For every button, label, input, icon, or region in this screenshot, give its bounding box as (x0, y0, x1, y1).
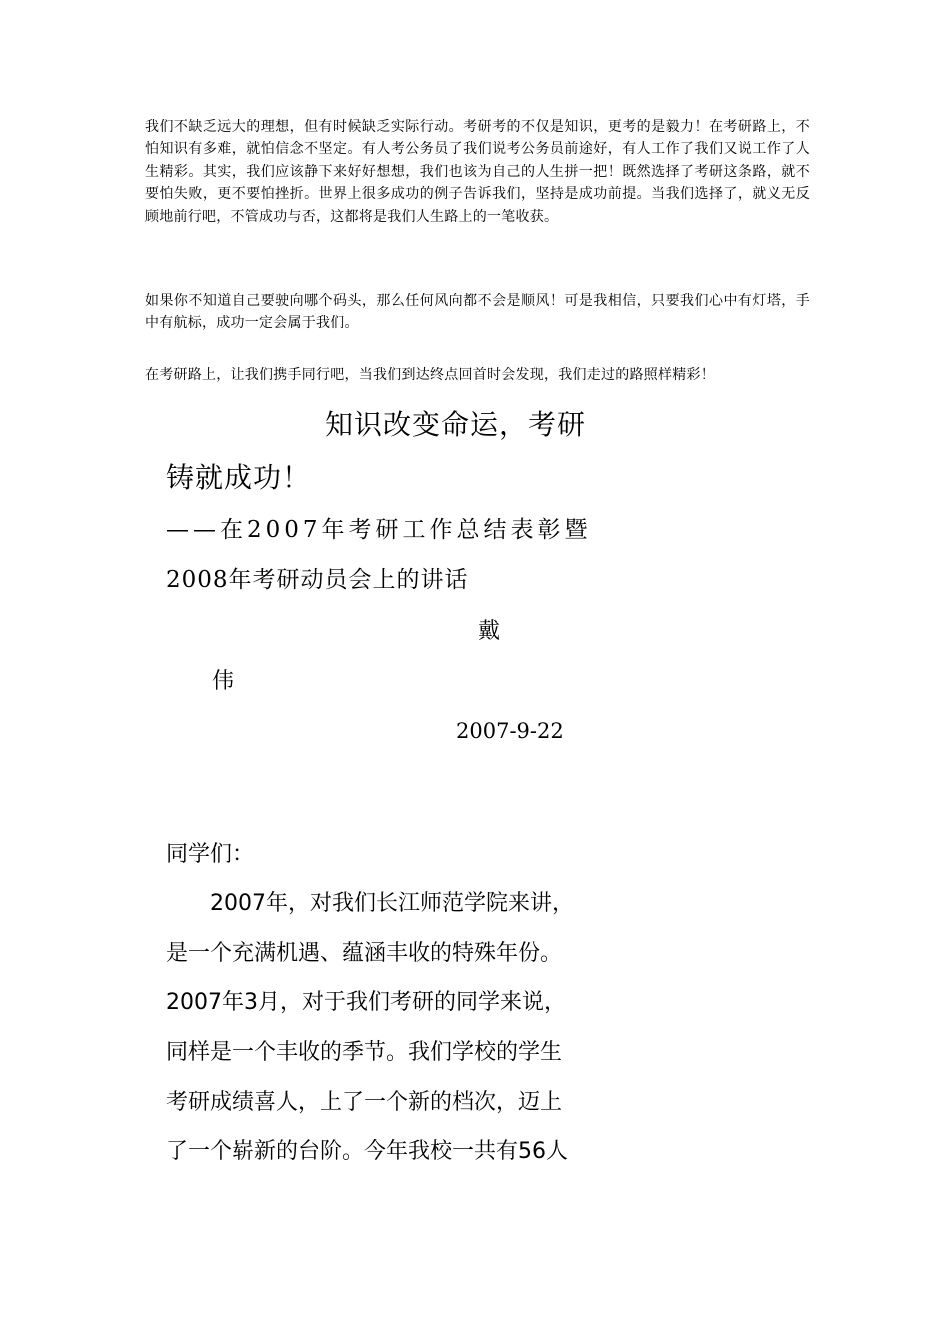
speech-title-line-2: 铸就成功！ (166, 461, 312, 494)
speech-subtitle-line-2: 2008年考研动员会上的讲话 (166, 567, 469, 593)
speech-title-line-1: 知识改变命运，考研 (325, 408, 587, 441)
speech-date: 2007-9-22 (456, 719, 564, 743)
speech-body-line: 了一个崭新的台阶。今年我校一共有56人 (166, 1139, 568, 1164)
author-name-line-2: 伟 (212, 669, 235, 694)
speech-body-line: 2007年，对我们长江师范学院来讲， (166, 891, 574, 916)
intro-paragraph-1: 我们不缺乏远大的理想，但有时候缺乏实际行动。考研考的不仅是知识，更考的是毅力！在考研路上，不怕知识有多难，就怕信念不坚定。有人考公务员了我们说考公务员前途好，有人工作了我们又说工作了人生精彩。其实，我们应该静下来好好想想，我们也该为自己的人生拼一把！既然选择了考研这条路，就不要怕失败，更不要怕挫折。世界上很多成功的例子告诉我们，坚持是成功前提。当我们选择了，就义无反顾地前行吧，不管成功与否，这都将是我们人生路上的一笔收获。 (145, 119, 810, 225)
speech-body-line: 2007年3月，对于我们考研的同学来说， (166, 990, 566, 1015)
author-name-line-1: 戴 (478, 619, 501, 644)
speech-body-line: 同样是一个丰收的季节。我们学校的学生 (166, 1040, 563, 1065)
intro-paragraph-2: 如果你不知道自己要驶向哪个码头，那么任何风向都不会是顺风！可是我相信，只要我们心中有灯塔，手中有航标，成功一定会属于我们。 (145, 293, 810, 332)
intro-paragraph-3: 在考研路上，让我们携手同行吧，当我们到达终点回首时会发现，我们走过的路照样精彩！ (145, 367, 715, 383)
speech-body-line: 考研成绩喜人，上了一个新的档次，迈上 (166, 1090, 563, 1115)
speech-body-line: 是一个充满机遇、蕴涵丰收的特殊年份。 (166, 941, 563, 966)
speech-subtitle-line-1: ——在2007年考研工作总结表彰暨 (166, 517, 592, 543)
speech-body-line: 同学们： (166, 842, 255, 867)
